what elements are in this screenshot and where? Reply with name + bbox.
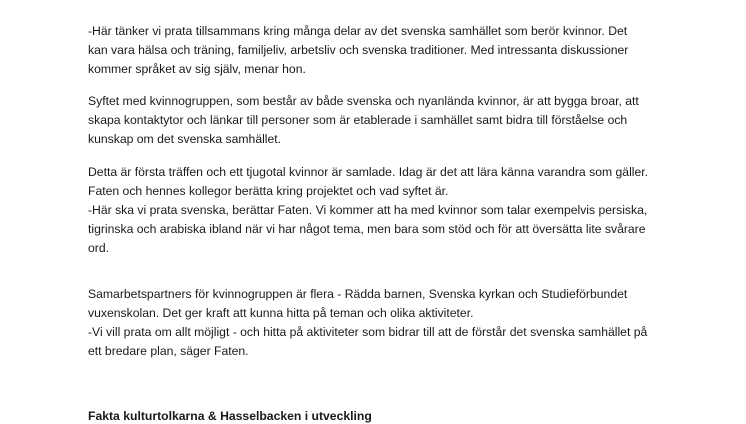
paragraph-line: Detta är första träffen och ett tjugotal kvinnor är samlade. Idag är det att lära känna varandra som gäller. bbox=[88, 165, 649, 179]
section-heading: Fakta kulturtolkarna & Hasselbacken i utveckling bbox=[88, 409, 372, 423]
paragraph-line: kommer språket av sig själv, menar hon. bbox=[88, 62, 306, 76]
paragraph-line: Faten och hennes kollegor berätta kring projektet och vad syftet är. bbox=[88, 184, 449, 198]
paragraph-line: ord. bbox=[88, 241, 110, 255]
paragraph-line: Samarbetspartners för kvinnogruppen är flera - Rädda barnen, Svenska kyrkan och Studieförbundet bbox=[88, 287, 628, 301]
paragraph-line: -Här tänker vi prata tillsammans kring många delar av det svenska samhället som berör kvinnor. Det bbox=[88, 24, 628, 38]
paragraph-line: kan vara hälsa och träning, familjeliv, arbetsliv och svenska traditioner. Med intressanta diskussioner bbox=[88, 43, 629, 57]
paragraph-line: -Här ska vi prata svenska, berättar Faten. Vi kommer att ha med kvinnor som talar exempelvis persiska, bbox=[88, 203, 648, 217]
paragraph-line: ett bredare plan, säger Faten. bbox=[88, 344, 249, 358]
paragraph-line: Syftet med kvinnogruppen, som består av både svenska och nyanlända kvinnor, är att bygga broar, att bbox=[88, 94, 639, 108]
paragraph-line: -Vi vill prata om allt möjligt - och hitta på aktiviteter som bidrar till att de förstår det svenska samhället på bbox=[88, 325, 648, 339]
paragraph-line: skapa kontaktytor och länkar till personer som är etablerade i samhället samt bidra till förståelse och bbox=[88, 113, 628, 127]
paragraph-line: vuxenskolan. Det ger kraft att kunna hitta på teman och olika aktiviteter. bbox=[88, 306, 474, 320]
paragraph-line: kunskap om det svenska samhället. bbox=[88, 132, 282, 146]
paragraph-line: tigrinska och arabiska ibland när vi har något tema, men bara som stöd och för att översätta lite svårare bbox=[88, 222, 646, 236]
